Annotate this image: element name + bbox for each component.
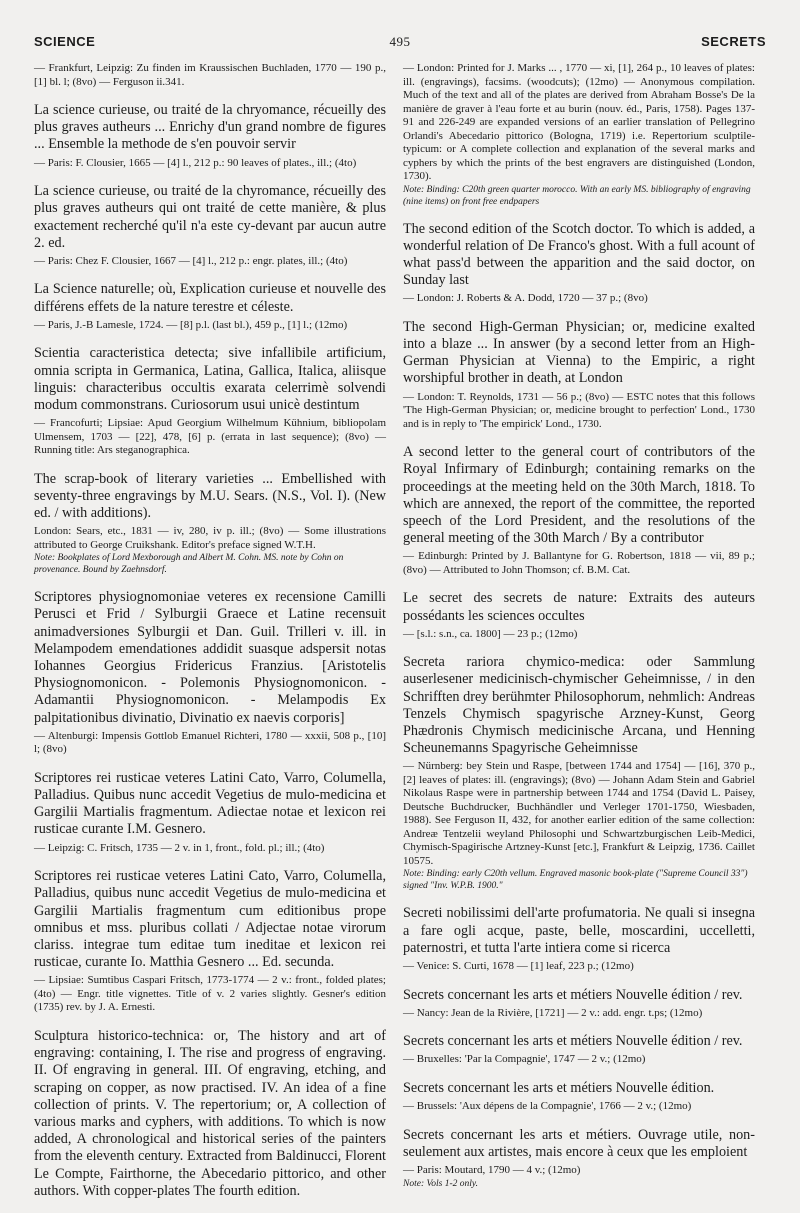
entry-title: The second High-German Physician; or, medicine exalted into a blaze ... In answer (by a second letter from an High-German Physician at Vienna) to the Empiric, a right worshipful brother in death, at London [403,318,755,387]
catalog-entry [34,589,386,757]
entry-details: — [s.l.: s.n., ca. 1800] — 23 p.; (12mo) [403,627,578,640]
catalog-entry [403,62,755,208]
page-number: 495 [389,34,411,49]
entry-title: La science curieuse, ou traité de la chryomance, récueilly des plus graves autheurs ... Enrichy d'un grand nombre de figures ... Ensemble la methode de s'en pouvoir servir [34,102,386,153]
entry-details: — Frankfurt, Leipzig: Zu finden im Kraussischen Buchladen, 1770 — 190 p., [1] bl. l; (8vo) — Ferguson ii.341. [34,62,386,88]
entry-details: — Brussels: 'Aux dépens de la Compagnie', 1766 — 2 v.; (12mo) [403,1100,692,1113]
catalog-entry [34,183,386,268]
catalog-entry [403,654,755,892]
entry-title: Secrets concernant les arts et métiers Nouvelle édition. [403,1079,715,1096]
entry-details: — Nürnberg: bey Stein und Raspe, [between 1744 and 1754] — [16], 370 p., [2] leaves of plates: ill. (engravings); (8vo) — Johann Adam Stein and Gabriel Nikolaus Raspe were in partnership between 1744 and 1754 (David L. Paisey, Deutsche Buchdrucker, Buchhändler und Verleger 1701-1750, Wiesbaden, 1988). See Ferguson II, 432, for another earlier edition of the same collection: Andreæ Tentzelii weyland Philosophi und Schwartzburgischen Leib-Medici, Chymisch-Spagirische Artzney-Kunst [etc.], Frankfurt & Leipzig, 1736. Caillet 10575. [403,760,755,867]
entry-title: La science curieuse, ou traité de la chyromance, récueilly des plus graves autheurs qui ont traité de cette manière, & plus exactement recherché qu'il n'a este cy-devant par aucun autre 2. ed. [34,183,386,251]
entry-details: London: Sears, etc., 1831 — iv, 280, iv p. ill.; (8vo) — Some illustrations attributed to George Cruikshank. Editor's preface signed W.T.H. [34,525,386,551]
catalog-entry [34,345,386,457]
entry-details: — Leipzig: C. Fritsch, 1735 — 2 v. in 1, front., fold. pl.; ill.; (4to) [34,841,325,854]
catalog-entry [34,102,386,170]
entry-details: — London: J. Roberts & A. Dodd, 1720 — 37 p.; (8vo) [403,292,648,305]
entry-title: Scriptores rei rusticae veteres Latini Cato, Varro, Columella, Palladius, quibus nunc accedit Vegetius de mulo-medicina et Gargilii Martialis fragmentum cum editionibus prope omnibus et mss. pluribus collati / Adjectae notae virorum clariss. integrae tum editae tum ineditae et lexicon rei rusticae, curante Io. Matthia Gesnero ... Ed. secunda. [34,868,386,971]
entry-details: — Paris, J.-B Lamesle, 1724. — [8] p.l. (last bl.), 459 p., [1] l.; (12mo) [34,318,348,331]
entry-note: Note: Binding: early C20th vellum. Engraved masonic book-plate ("Supreme Council 33") signed "Inv. W.P.B. 1900." [403,869,748,892]
catalog-entry [403,987,755,1021]
entry-title: Scientia caracteristica detecta; sive infallibile artificium, omnia scripta in Germanica, Latina, Gallica, Italica, aliisque linguis: characteribus occultis exarata celerrimè solvendi modum commonstrans. Curiosorum usui unicè destintum [34,345,386,413]
catalog-entry [34,471,386,577]
catalog-entry [403,905,755,973]
catalog-entry [34,281,386,332]
entry-details: — Altenburgi: Impensis Gottlob Emanuel Richteri, 1780 — xxxii, 508 p., [10] l; (8vo) [34,729,386,756]
catalog-entry [34,770,386,855]
entry-details: — Lipsiae: Sumtibus Caspari Fritsch, 1773-1774 — 2 v.: front., folded plates; (4to) — Engr. title vignettes. Title of v. 2 varies slightly. Gesner's edition (1735) rev. by J. A. Ernesti. [34,974,386,1014]
entry-title: Secreta rariora chymico-medica: oder Sammlung auserlesener medicinisch-chymischer Geheimnisse, / in den Schrifften drey berühmter Philosophorum, nehmlich: Andreas Tenzels Chymisch spagyrische Arzney-Kunst, Georg Phædronis Chymisch medicinische Arcana, und Henning Scheunemanns Spagyrische Geheimnisse [403,654,755,757]
entry-details: — Francofurti; Lipsiae: Apud Georgium Wilhelmum Kühnium, bibliopolam Ulmensem, 1703 — [22], 478, [6] p. (errata in last sequence); (8vo) — Running title: Ars steganographica. [34,417,386,457]
entry-title: Sculptura historico-technica: or, The history and art of engraving: containing, I. The rise and progress of engraving. II. Of engraving in general. III. Of engraving, etching, and scraping on copper, as now practised. IV. An idea of a fine collection of prints. V. The repertorium; or, A collection of various marks and cyphers, with additions. To which is now added, A chronological and historical series of the painters from the eleventh century. Extracted from Baldinucci, Florent Le Compte, Fairthorne, the Abecedario pittorico, and other authors. With copper-plates The fourth edition. [34,1027,386,1199]
entry-title: A second letter to the general court of contributors of the Royal Infirmary of Edinburgh; containing remarks on the proceedings at the meeting held on the 30th March, 1818. To which are annexed, the report of the committee, the reported speech of the Lord President, and the resolutions of the general meeting of the 30th March / By a contributor [403,444,755,547]
left-column [34,62,386,1213]
entry-title: Secrets concernant les arts et métiers. Ouvrage utile, non-seulement aux artistes, mais encore à ceux que les emploient [403,1126,755,1160]
catalog-entry [403,444,755,577]
catalog-entry [403,1080,755,1114]
entry-note: Note: Binding: C20th green quarter morocco. With an early MS. bibliography of engraving (nine items) on front free endpapers [403,184,751,207]
entry-details: — Paris: F. Clousier, 1665 — [4] l., 212 p.: 90 leaves of plates., ill.; (4to) [34,156,357,169]
entry-note: Note: Bookplates of Lord Mexborough and Albert M. Cohn. MS. note by Cohn on provenance. Bound by Zaehnsdorf. [34,553,344,576]
catalog-entry [34,1028,386,1200]
entry-details: — London: Printed for J. Marks ... , 1770 — xi, [1], 264 p., 10 leaves of plates: ill. (engravings), facsims. (woodcuts); (12mo) — Anonymous compilation. Much of the text and all of the plates are derived from Abraham Bosse's De la manière de graver à l'eau forte et au burin (nouv. éd., Paris, 1758). Pages 137-91 and 226-249 are expanded versions of an earlier translation of Pellegrino Orlandi's Abecedario pittorico (Bologna, 1719) i.e. Repertorium sculptile-typicum: or A complete collection and explanation of the several marks and cyphers by which the prints of the best engravers are distinguished (London, 1730). [403,62,755,182]
entry-details: — Edinburgh: Printed by J. Ballantyne for G. Robertson, 1818 — vii, 89 p.; (8vo) — Attributed to John Thomson; cf. B.M. Cat. [403,550,755,576]
entry-title: Scriptores rei rusticae veteres Latini Cato, Varro, Columella, Palladius. Quibus nunc accedit Vegetius de mulo-medicina et Gargilii Martialis fragmentum. Adiectae notae et lexicon rei rusticae curante I.M. Gesnero. [34,769,386,838]
catalog-entry [403,590,755,641]
catalog-entry [34,62,386,89]
catalog-entry [403,1033,755,1067]
catalog-entry [403,319,755,431]
entry-title: Secrets concernant les arts et métiers Nouvelle édition / rev. [403,1033,743,1050]
right-column [403,62,755,1203]
entry-title: The second edition of the Scotch doctor. To which is added, a wonderful relation of De Franco's ghost. With a full acount of what pass'd between the apparition and the said doctor, on Sunday last [403,220,755,289]
catalog-entry [403,221,755,306]
entry-title: The scrap-book of literary varieties ... Embellished with seventy-three engravings by M.U. Sears. (N.S., Vol. I). (New ed. / with additions). [34,470,386,522]
running-head-left: SCIENCE [34,34,96,49]
page-header [34,34,766,54]
entry-details: — Bruxelles: 'Par la Compagnie', 1747 — 2 v.; (12mo) [403,1053,646,1066]
entry-details: — Nancy: Jean de la Rivière, [1721] — 2 v.: add. engr. t.ps; (12mo) [403,1006,703,1019]
running-head-right: SECRETS [701,34,766,49]
entry-details: — Paris: Chez F. Clousier, 1667 — [4] l., 212 p.: engr. plates, ill.; (4to) [34,254,348,267]
entry-title: Scriptores physiognomoniae veteres ex recensione Camilli Perusci et Frid / Sylburgii Graece et Latine recensuit animadversiones Sylburgii et Dan. Guil. Trilleri v. ill. in Melampodem emendationes addidit suasque adspersit notas Iohannes Georgius Fridericus Franzius. [Aristotelis Physiognomonicon. - Polemonis Physiognomonicon. - Adamantii Physiognomonicon. - Melampodis Ex palpitationibus divinatio, Divinatio ex naevis corporis] [34,589,386,726]
entry-details: — London: T. Reynolds, 1731 — 56 p.; (8vo) — ESTC notes that this follows 'The High-German Physician; or, medicine brought to perfection' Lond., 1730 and is in reply to 'The empirick' Lond., 1730. [403,390,755,430]
entry-title: Secrets concernant les arts et métiers Nouvelle édition / rev. [403,986,743,1003]
entry-note: Note: Vols 1-2 only. [403,1178,478,1189]
entry-details: — Paris: Moutard, 1790 — 4 v.; (12mo) [403,1164,581,1177]
entry-title: La Science naturelle; où, Explication curieuse et nouvelle des différens effets de la nature terestre et céleste. [34,281,386,315]
entry-title: Le secret des secrets de nature: Extraits des auteurs possédants les sciences occultes [403,590,755,624]
catalog-entry [34,868,386,1015]
entry-title: Secreti nobilissimi dell'arte profumatoria. Ne quali si insegna a fare ogli acque, paste, belle, moscardini, uccelletti, paternostri, et tutta l'arte intiera come si ricerca [403,905,755,956]
entry-details: — Venice: S. Curti, 1678 — [1] leaf, 223 p.; (12mo) [403,960,634,973]
catalog-entry [403,1127,755,1190]
